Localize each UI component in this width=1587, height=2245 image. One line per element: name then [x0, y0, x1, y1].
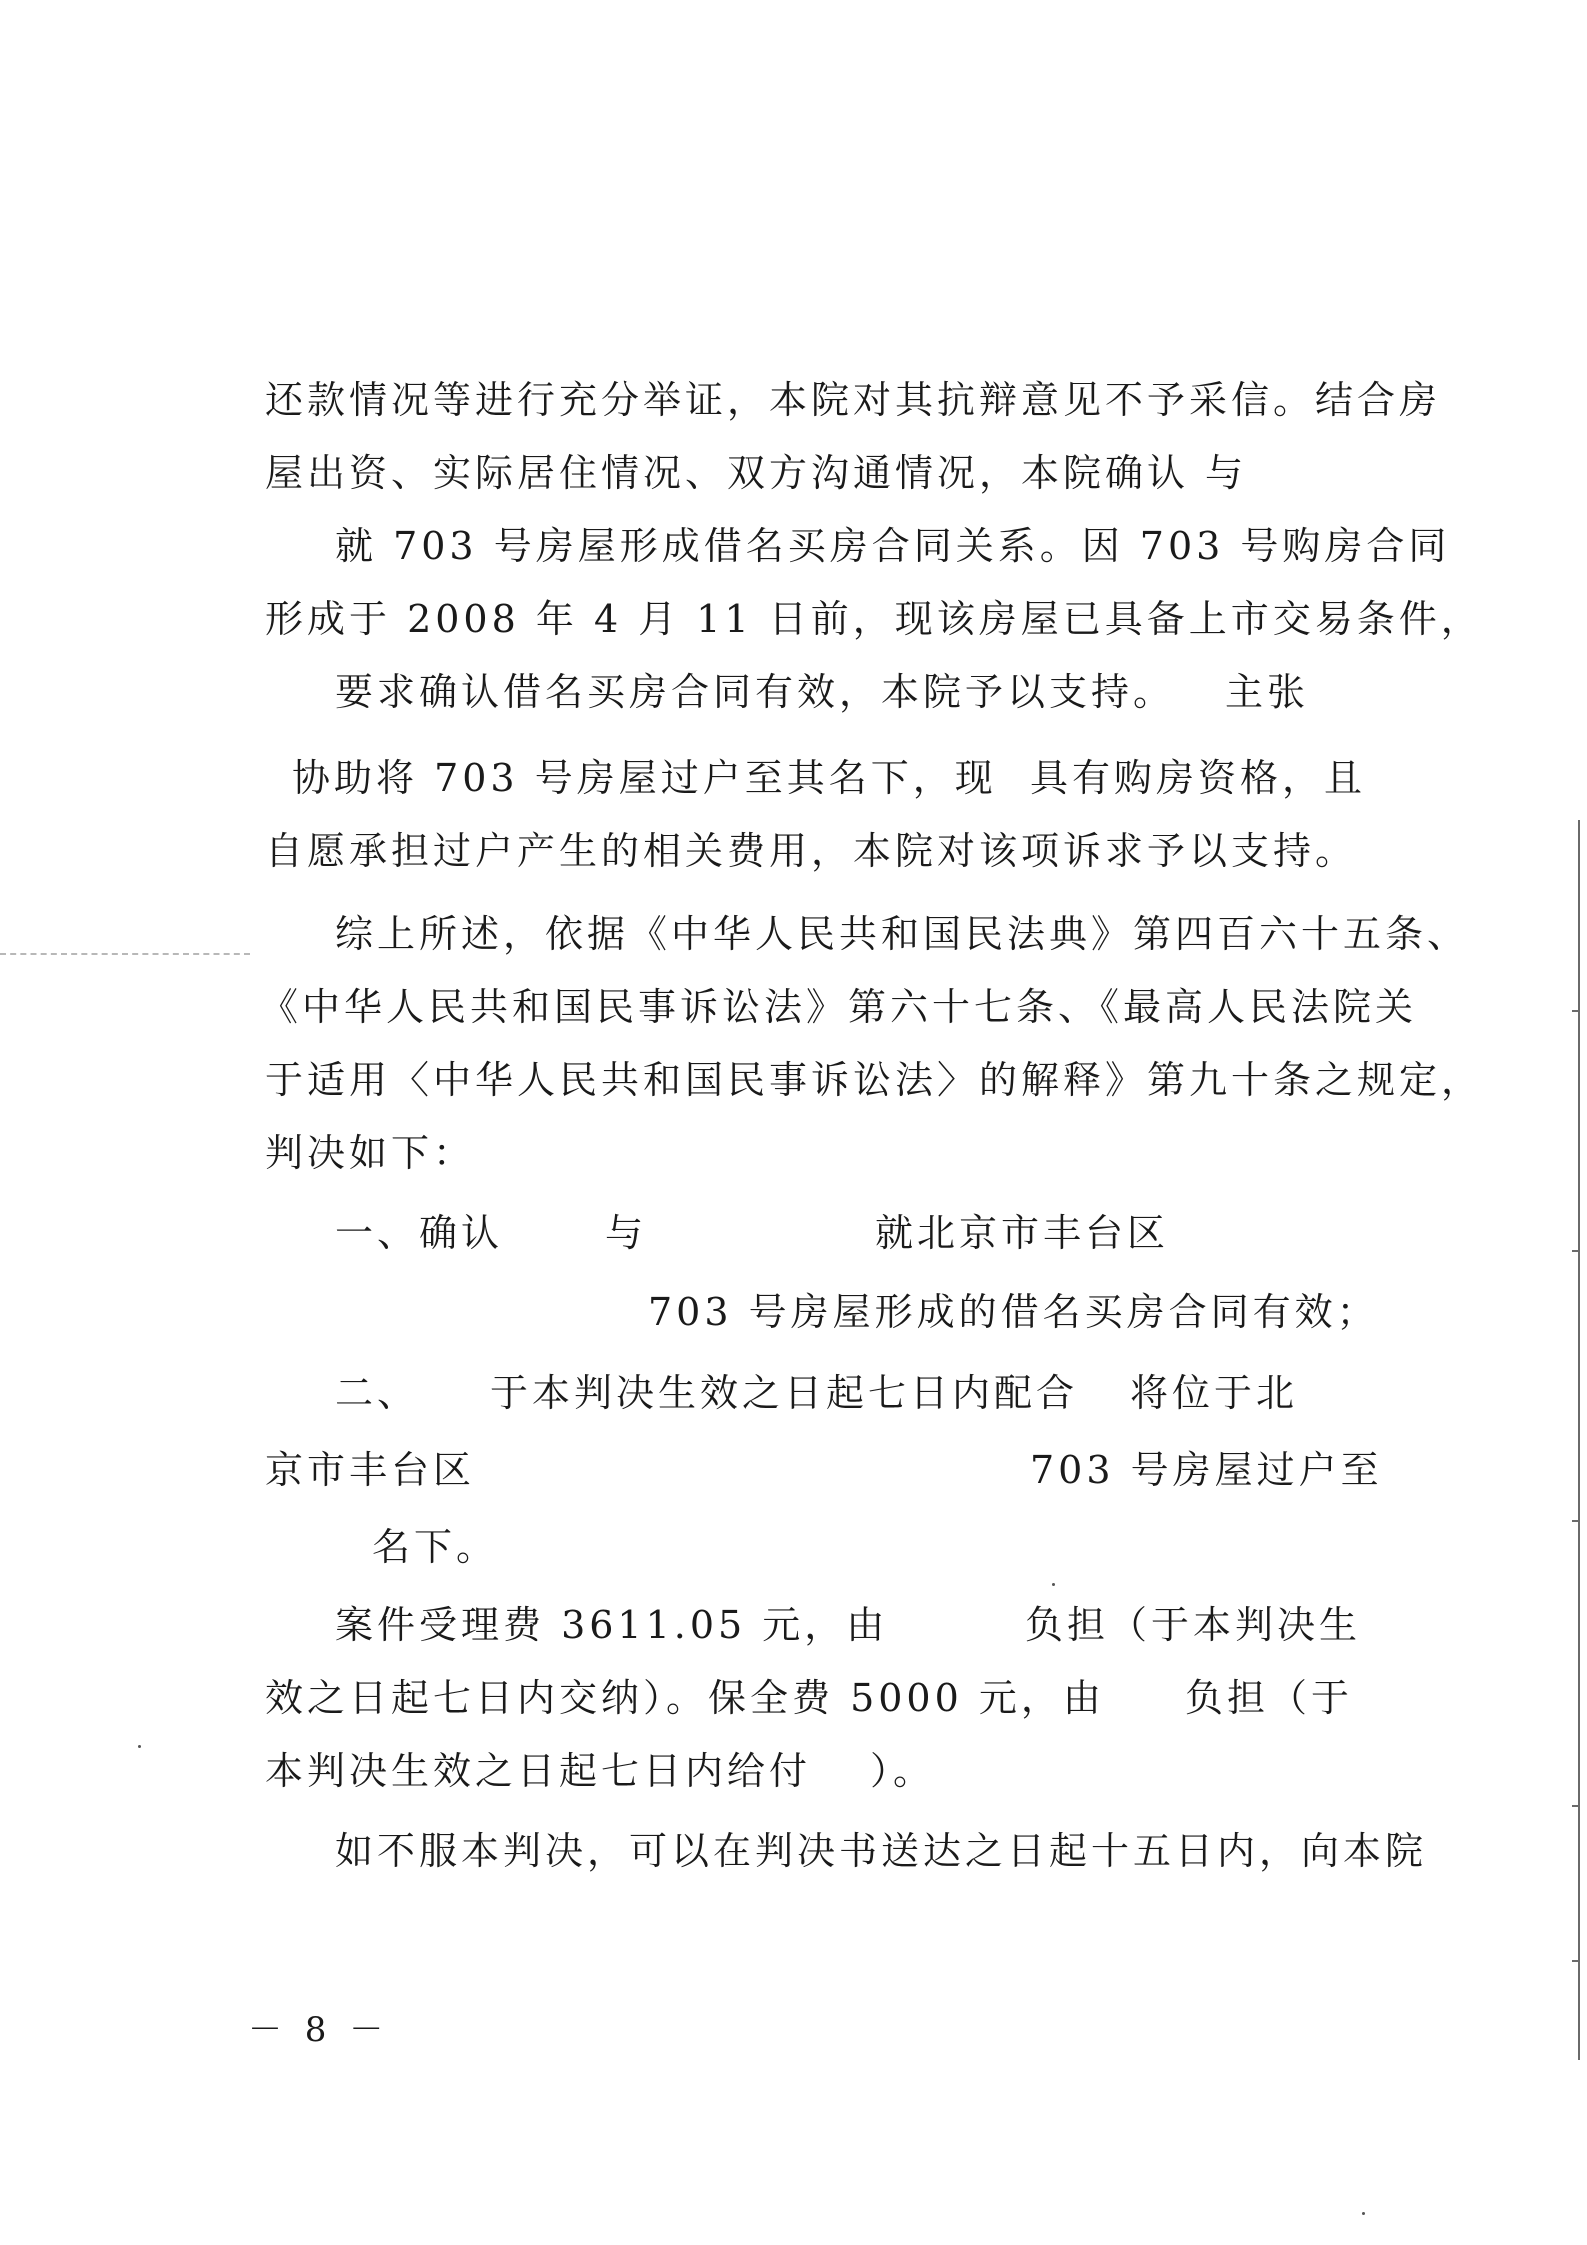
text-line-5: 要求确认借名买房合同有效，本院予以支持。	[335, 670, 1176, 714]
judgment-item-2-line-2-fragment: 703 号房屋过户至	[1030, 1448, 1383, 1492]
judgment-item-1: 一、确认	[335, 1211, 504, 1255]
judgment-item-2: 二、	[335, 1371, 420, 1415]
judgment-item-1-fragment-b: 就北京市丰台区	[875, 1211, 1170, 1255]
page-number: － 8 －	[248, 2010, 390, 2050]
text-line-10: 于适用〈中华人民共和国民事诉讼法〉的解释》第九十条之规定，	[265, 1058, 1484, 1102]
text-line-3: 就 703 号房屋形成借名买房合同关系。因 703 号购房合同	[335, 524, 1451, 568]
scan-artifact-tick	[1572, 1010, 1578, 1012]
judgment-item-2-line-2: 京市丰台区	[265, 1448, 476, 1492]
scan-artifact-tick	[1572, 1250, 1578, 1252]
scan-artifact-dot	[1052, 1583, 1055, 1586]
fee-line-3-fragment: ）。	[870, 1749, 936, 1793]
text-line-2: 屋出资、实际居住情况、双方沟通情况，本院确认	[265, 451, 1190, 495]
judgment-item-1-line-2: 703 号房屋形成的借名买房合同有效；	[648, 1290, 1379, 1334]
scan-artifact-dot	[1362, 2212, 1365, 2215]
text-line-4: 形成于 2008 年 4 月 11 日前，现该房屋已具备上市交易条件，	[265, 597, 1483, 641]
text-line-11: 判决如下：	[265, 1131, 476, 1175]
text-line-6: 协助将 703 号房屋过户至其名下，现	[292, 756, 997, 800]
fee-line-3: 本判决生效之日起七日内给付	[265, 1749, 812, 1793]
fee-line-2: 效之日起七日内交纳）。保全费 5000 元，由	[265, 1676, 1105, 1720]
scan-artifact-dashed-line	[0, 953, 250, 955]
text-line-6-fragment: 具有购房资格，且	[1030, 756, 1367, 800]
scan-artifact-tick	[1572, 1960, 1578, 1962]
judgment-item-2-line-3: 名下。	[372, 1525, 499, 1569]
fee-line-1: 案件受理费 3611.05 元，由	[335, 1603, 889, 1647]
text-line-8: 综上所述，依据《中华人民共和国民法典》第四百六十五条、	[335, 912, 1470, 956]
scan-artifact-tick	[1572, 1805, 1578, 1807]
scan-artifact-edge-line	[1578, 820, 1580, 2060]
text-line-9: 《中华人民共和国民事诉讼法》第六十七条、《最高人民法院关	[260, 985, 1418, 1029]
scan-artifact-dot	[138, 1745, 141, 1748]
judgment-item-2-fragment-b: 将位于北	[1130, 1371, 1299, 1415]
scan-artifact-tick	[1572, 1520, 1578, 1522]
judgment-item-2-fragment-a: 于本判决生效之日起七日内配合	[490, 1371, 1079, 1415]
text-line-2-fragment: 与	[1205, 451, 1248, 495]
fee-line-1-fragment: 负担（于本判决生	[1025, 1603, 1362, 1647]
judgment-item-1-fragment-a: 与	[605, 1211, 648, 1255]
text-line-5-fragment: 主张	[1225, 670, 1310, 714]
fee-line-2-fragment: 负担（于	[1185, 1676, 1354, 1720]
appeal-line: 如不服本判决，可以在判决书送达之日起十五日内，向本院	[335, 1829, 1428, 1873]
text-line-7: 自愿承担过户产生的相关费用，本院对该项诉求予以支持。	[265, 829, 1358, 873]
text-line-1: 还款情况等进行充分举证，本院对其抗辩意见不予采信。结合房	[265, 378, 1442, 422]
